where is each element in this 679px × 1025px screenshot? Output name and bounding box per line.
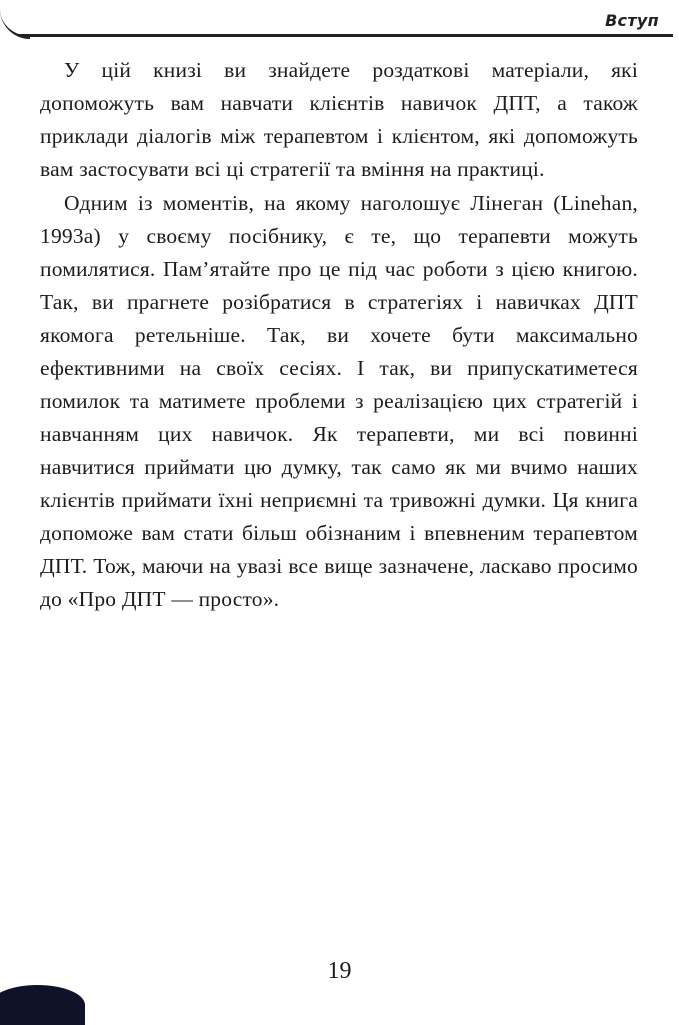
header-rule xyxy=(18,34,673,37)
corner-decoration xyxy=(0,985,85,1025)
body-text xyxy=(40,54,638,616)
running-head: Вступ xyxy=(605,11,659,30)
page-number: 19 xyxy=(327,958,352,984)
paragraph-1: У цій книзі ви знайдете роздаткові матеріали, які допоможуть вам навчати клієнтів навичок ДПТ, а також приклади діалогів між терапевтом і клієнтом, які допоможуть вам застосувати всі ці стратегії та вміння на практиці. xyxy=(40,58,638,181)
paragraph-2: Одним із моментів, на якому наголошує Лінеган (Linehan, 1993а) у своєму посібнику, є те, що терапевти можуть помилятися. Пам’ятайте про це під час роботи з цією книгою. Так, ви прагнете розібратися в стратегіях і навичках ДПТ якомога ретельніше. Так, ви хочете бути максимально ефективними на своїх сесіях. І так, ви припускатиметеся помилок та матимете проблеми з реалізацією цих стратегій і навчанням цих навичок. Як терапевти, ми всі повинні навчитися приймати цю думку, так само як ми вчимо наших клієнтів приймати їхні неприємні та тривожні думки. Ця книга допоможе вам стати більш обізнаним і впевненим терапевтом ДПТ. Тож, маючи на увазі все вище зазначене, ласкаво просимо до «Про ДПТ — просто». xyxy=(40,191,638,611)
